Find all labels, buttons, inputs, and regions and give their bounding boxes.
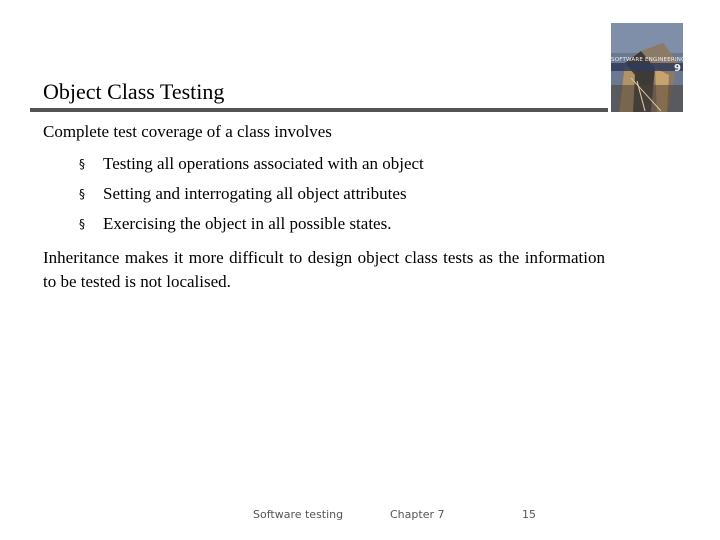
cover-artwork — [611, 23, 686, 112]
bullet-icon: § — [79, 217, 85, 231]
bullet-icon: § — [79, 157, 85, 171]
footer-page-number: 15 — [522, 508, 536, 521]
title-divider — [30, 108, 608, 112]
lead-text: Complete test coverage of a class involves — [43, 122, 332, 141]
bullet-item — [79, 213, 424, 243]
bullet-text: Testing all operations associated with an object — [103, 154, 424, 173]
bullet-list — [79, 153, 424, 243]
bullet-item — [79, 183, 424, 213]
footer-topic: Software testing — [253, 508, 344, 521]
cover-title: SOFTWARE ENGINEERING — [611, 57, 686, 63]
slide-title: Object Class Testing — [43, 79, 225, 104]
cover-edition-number: 9 — [674, 63, 681, 74]
book-cover-image — [611, 23, 686, 112]
bullet-item — [79, 153, 424, 183]
footer-chapter: Chapter 7 — [390, 508, 445, 521]
body-paragraph: Inheritance makes it more difficult to design object class tests as the information to be tested is not localised. — [43, 248, 605, 291]
bullet-icon: § — [79, 187, 85, 201]
bullet-text: Exercising the object in all possible states. — [103, 214, 392, 233]
bullet-text: Setting and interrogating all object attributes — [103, 184, 407, 203]
